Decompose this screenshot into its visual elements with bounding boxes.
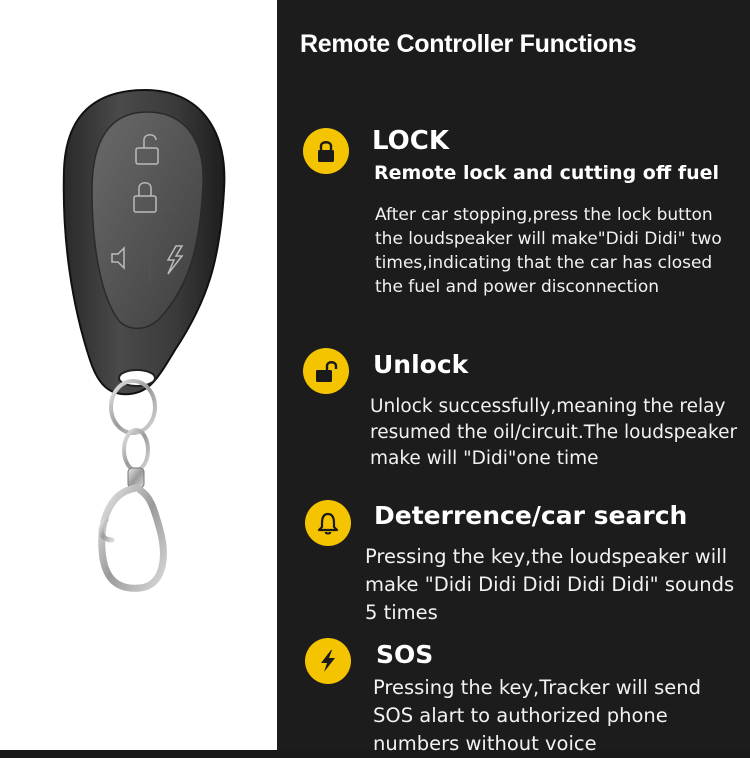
unlock-description — [370, 394, 737, 472]
description-line: the fuel and power disconnection — [375, 277, 660, 297]
unlock-badge — [303, 348, 349, 394]
description-line: Pressing the key,the loudspeaker will — [365, 545, 727, 568]
unlock-title: Unlock — [373, 350, 469, 379]
deterrence-title: Deterrence/car search — [374, 501, 688, 530]
description-line: Pressing the key,Tracker will send — [373, 676, 702, 699]
sos-title: SOS — [376, 640, 434, 669]
description-line: 5 times — [365, 601, 438, 624]
sos-description — [373, 674, 701, 758]
description-line: times,indicating that the car has closed — [375, 253, 713, 273]
lock-title: LOCK — [372, 126, 449, 156]
page-title: Remote Controller Functions — [300, 30, 637, 58]
description-line: After car stopping,press the lock button — [375, 205, 713, 225]
lock-description — [375, 203, 722, 299]
lock-subtitle: Remote lock and cutting off fuel — [374, 162, 720, 184]
description-line: numbers without voice — [373, 732, 597, 755]
description-line: SOS alart to authorized phone — [373, 704, 668, 727]
lock-icon — [315, 139, 337, 163]
lock-badge — [303, 128, 349, 174]
sos-badge — [305, 638, 351, 684]
deterrence-description — [365, 543, 734, 627]
description-line: resumed the oil/circuit.The loudspeaker — [370, 422, 738, 443]
unlock-icon — [314, 359, 338, 383]
description-line: make will "Didi"one time — [370, 448, 599, 469]
lightning-icon — [318, 649, 338, 673]
remote-key-fob-image — [0, 0, 277, 750]
description-line: Unlock successfully,meaning the relay — [370, 396, 726, 417]
deterrence-badge — [305, 500, 351, 546]
description-line: make "Didi Didi Didi Didi Didi" sounds — [365, 573, 735, 596]
description-line: the loudspeaker will make"Didi Didi" two — [375, 229, 722, 249]
bell-icon — [316, 511, 340, 535]
